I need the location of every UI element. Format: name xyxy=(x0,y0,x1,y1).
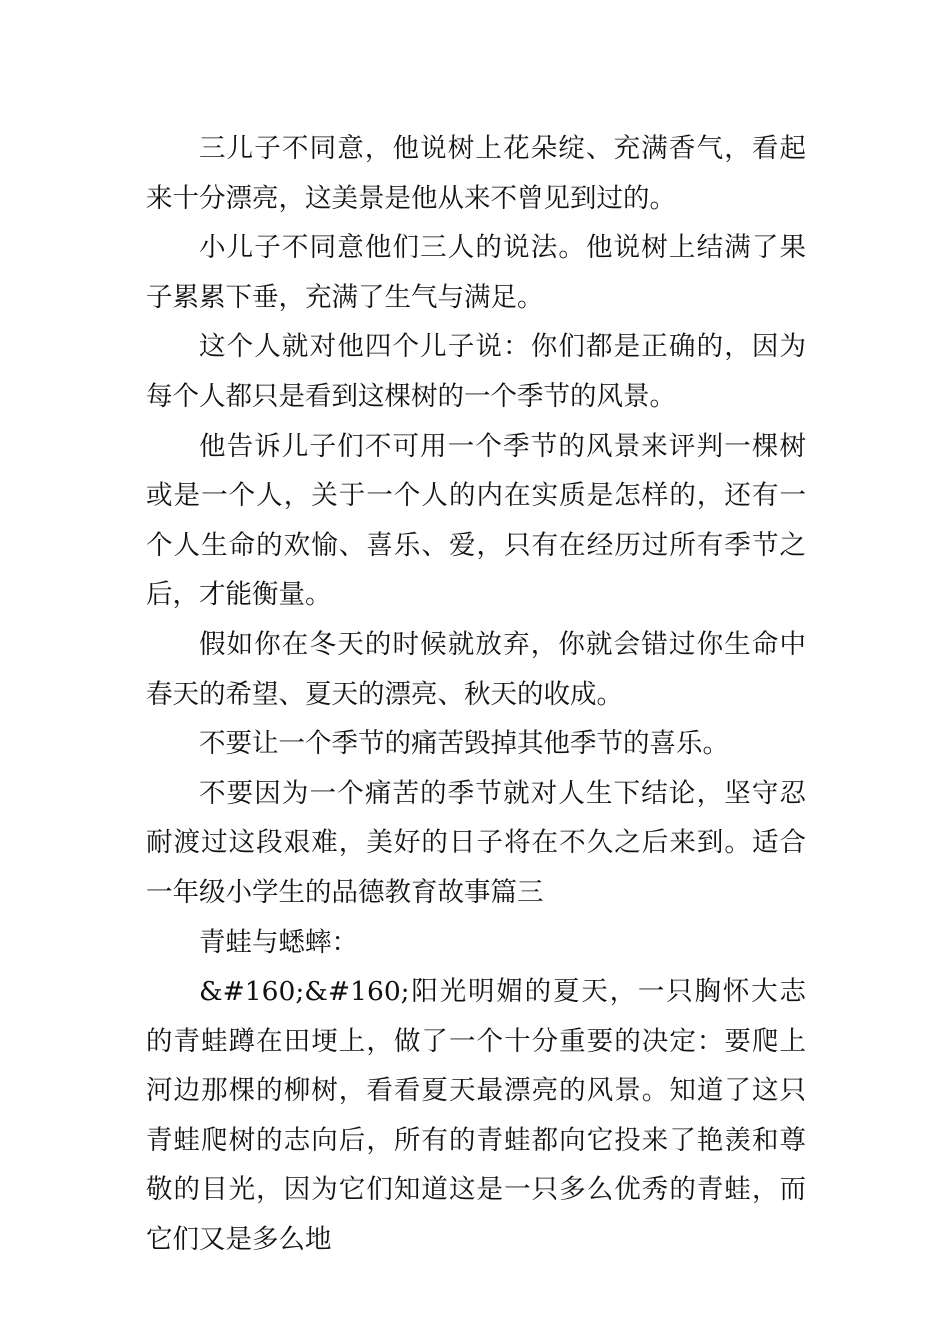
paragraph: 不要让一个季节的痛苦毁掉其他季节的喜乐。 xyxy=(199,728,729,760)
paragraph: 小儿子不同意他们三人的说法。他说树上结满了果子累累下垂，充满了生气与满足。 xyxy=(146,232,806,313)
paragraph: 他告诉儿子们不可用一个季节的风景来评判一棵树或是一个人，关于一个人的内在实质是怎样的，还有一个人生命的欢愉、喜乐、爱，只有在经历过所有季节之后，才能衡量。 xyxy=(146,430,806,611)
paragraph: 三儿子不同意，他说树上花朵绽、充满香气，看起来十分漂亮，这美景是他从来不曾见到过的。 xyxy=(146,133,806,214)
paragraph: &#160;&#160;阳光明媚的夏天，一只胸怀大志的青蛙蹲在田埂上，做了一个十分重要的决定：要爬上河边那棵的柳树，看看夏天最漂亮的风景。知道了这只青蛙爬树的志向后，所有的青蛙都向它投来了艳羡和尊敬的目光，因为它们知道这是一只多么优秀的青蛙，而它们又是多么地 xyxy=(146,976,806,1256)
paragraph: 不要因为一个痛苦的季节就对人生下结论，坚守忍耐渡过这段艰难，美好的日子将在不久之后来到。适合一年级小学生的品德教育故事篇三 xyxy=(146,777,806,908)
paragraph: 青蛙与蟋蟀： xyxy=(199,926,358,958)
paragraph: 这个人就对他四个儿子说：你们都是正确的，因为每个人都只是看到这棵树的一个季节的风景。 xyxy=(146,331,806,412)
document-body xyxy=(146,124,806,1265)
paragraph: 假如你在冬天的时候就放弃，你就会错过你生命中春天的希望、夏天的漂亮、秋天的收成。 xyxy=(146,628,806,710)
